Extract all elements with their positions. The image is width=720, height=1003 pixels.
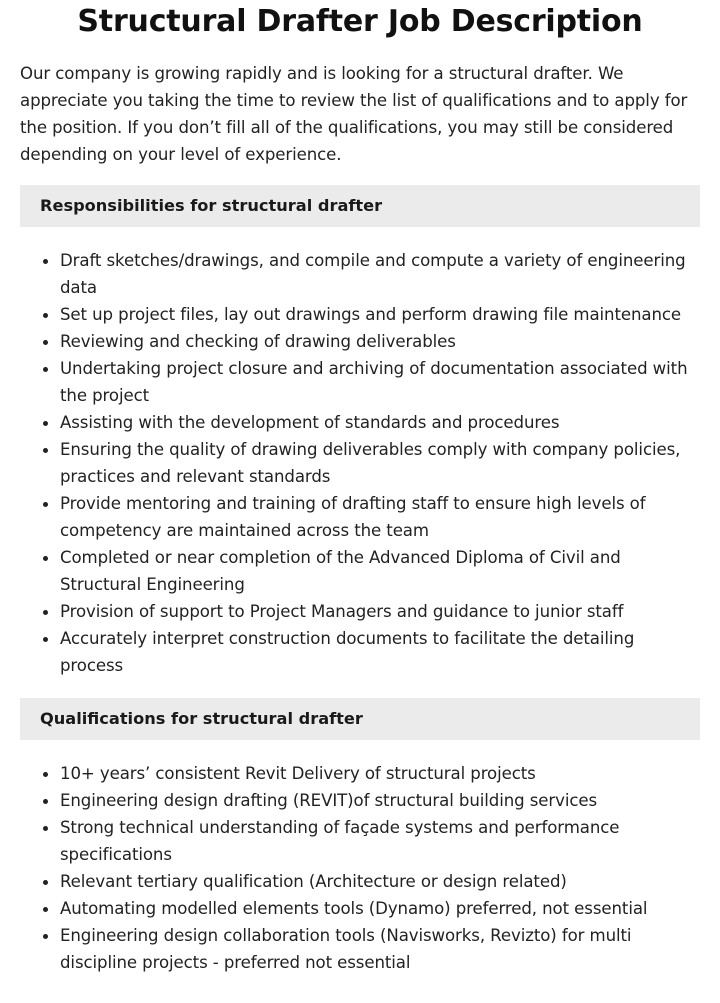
list-item: Engineering design drafting (REVIT)of structural building services — [60, 787, 700, 814]
page-title: Structural Drafter Job Description — [77, 4, 643, 39]
list-item: Provision of support to Project Managers and guidance to junior staff — [60, 598, 700, 625]
list-item: Draft sketches/drawings, and compile and compute a variety of engineering data — [60, 247, 700, 301]
list-item: Engineering design collaboration tools (Navisworks, Revizto) for multi discipline projects - preferred not essential — [60, 922, 700, 976]
list-item: Set up project files, lay out drawings and perform drawing file maintenance — [60, 301, 700, 328]
list-item: Assisting with the development of standards and procedures — [60, 409, 700, 436]
responsibilities-heading: Responsibilities for structural drafter — [20, 185, 700, 227]
list-item: Reviewing and checking of drawing deliverables — [60, 328, 700, 355]
qualifications-list — [20, 760, 700, 976]
list-item: Provide mentoring and training of drafting staff to ensure high levels of competency are maintained across the team — [60, 490, 700, 544]
list-item: Undertaking project closure and archiving of documentation associated with the project — [60, 355, 700, 409]
intro-paragraph: Our company is growing rapidly and is looking for a structural drafter. We appreciate you taking the time to review the list of qualifications and to apply for the position. If you don’t fill all of the qualifications, you may still be considered depending on your level of experience. — [20, 64, 688, 164]
list-item: Ensuring the quality of drawing deliverables comply with company policies, practices and relevant standards — [60, 436, 700, 490]
list-item: 10+ years’ consistent Revit Delivery of structural projects — [60, 760, 700, 787]
list-item: Relevant tertiary qualification (Architecture or design related) — [60, 868, 700, 895]
list-item: Automating modelled elements tools (Dynamo) preferred, not essential — [60, 895, 700, 922]
list-item: Completed or near completion of the Advanced Diploma of Civil and Structural Engineering — [60, 544, 700, 598]
qualifications-heading: Qualifications for structural drafter — [20, 698, 700, 740]
responsibilities-list — [20, 247, 700, 679]
list-item: Accurately interpret construction documents to facilitate the detailing process — [60, 625, 700, 679]
list-item: Strong technical understanding of façade systems and performance specifications — [60, 814, 700, 868]
